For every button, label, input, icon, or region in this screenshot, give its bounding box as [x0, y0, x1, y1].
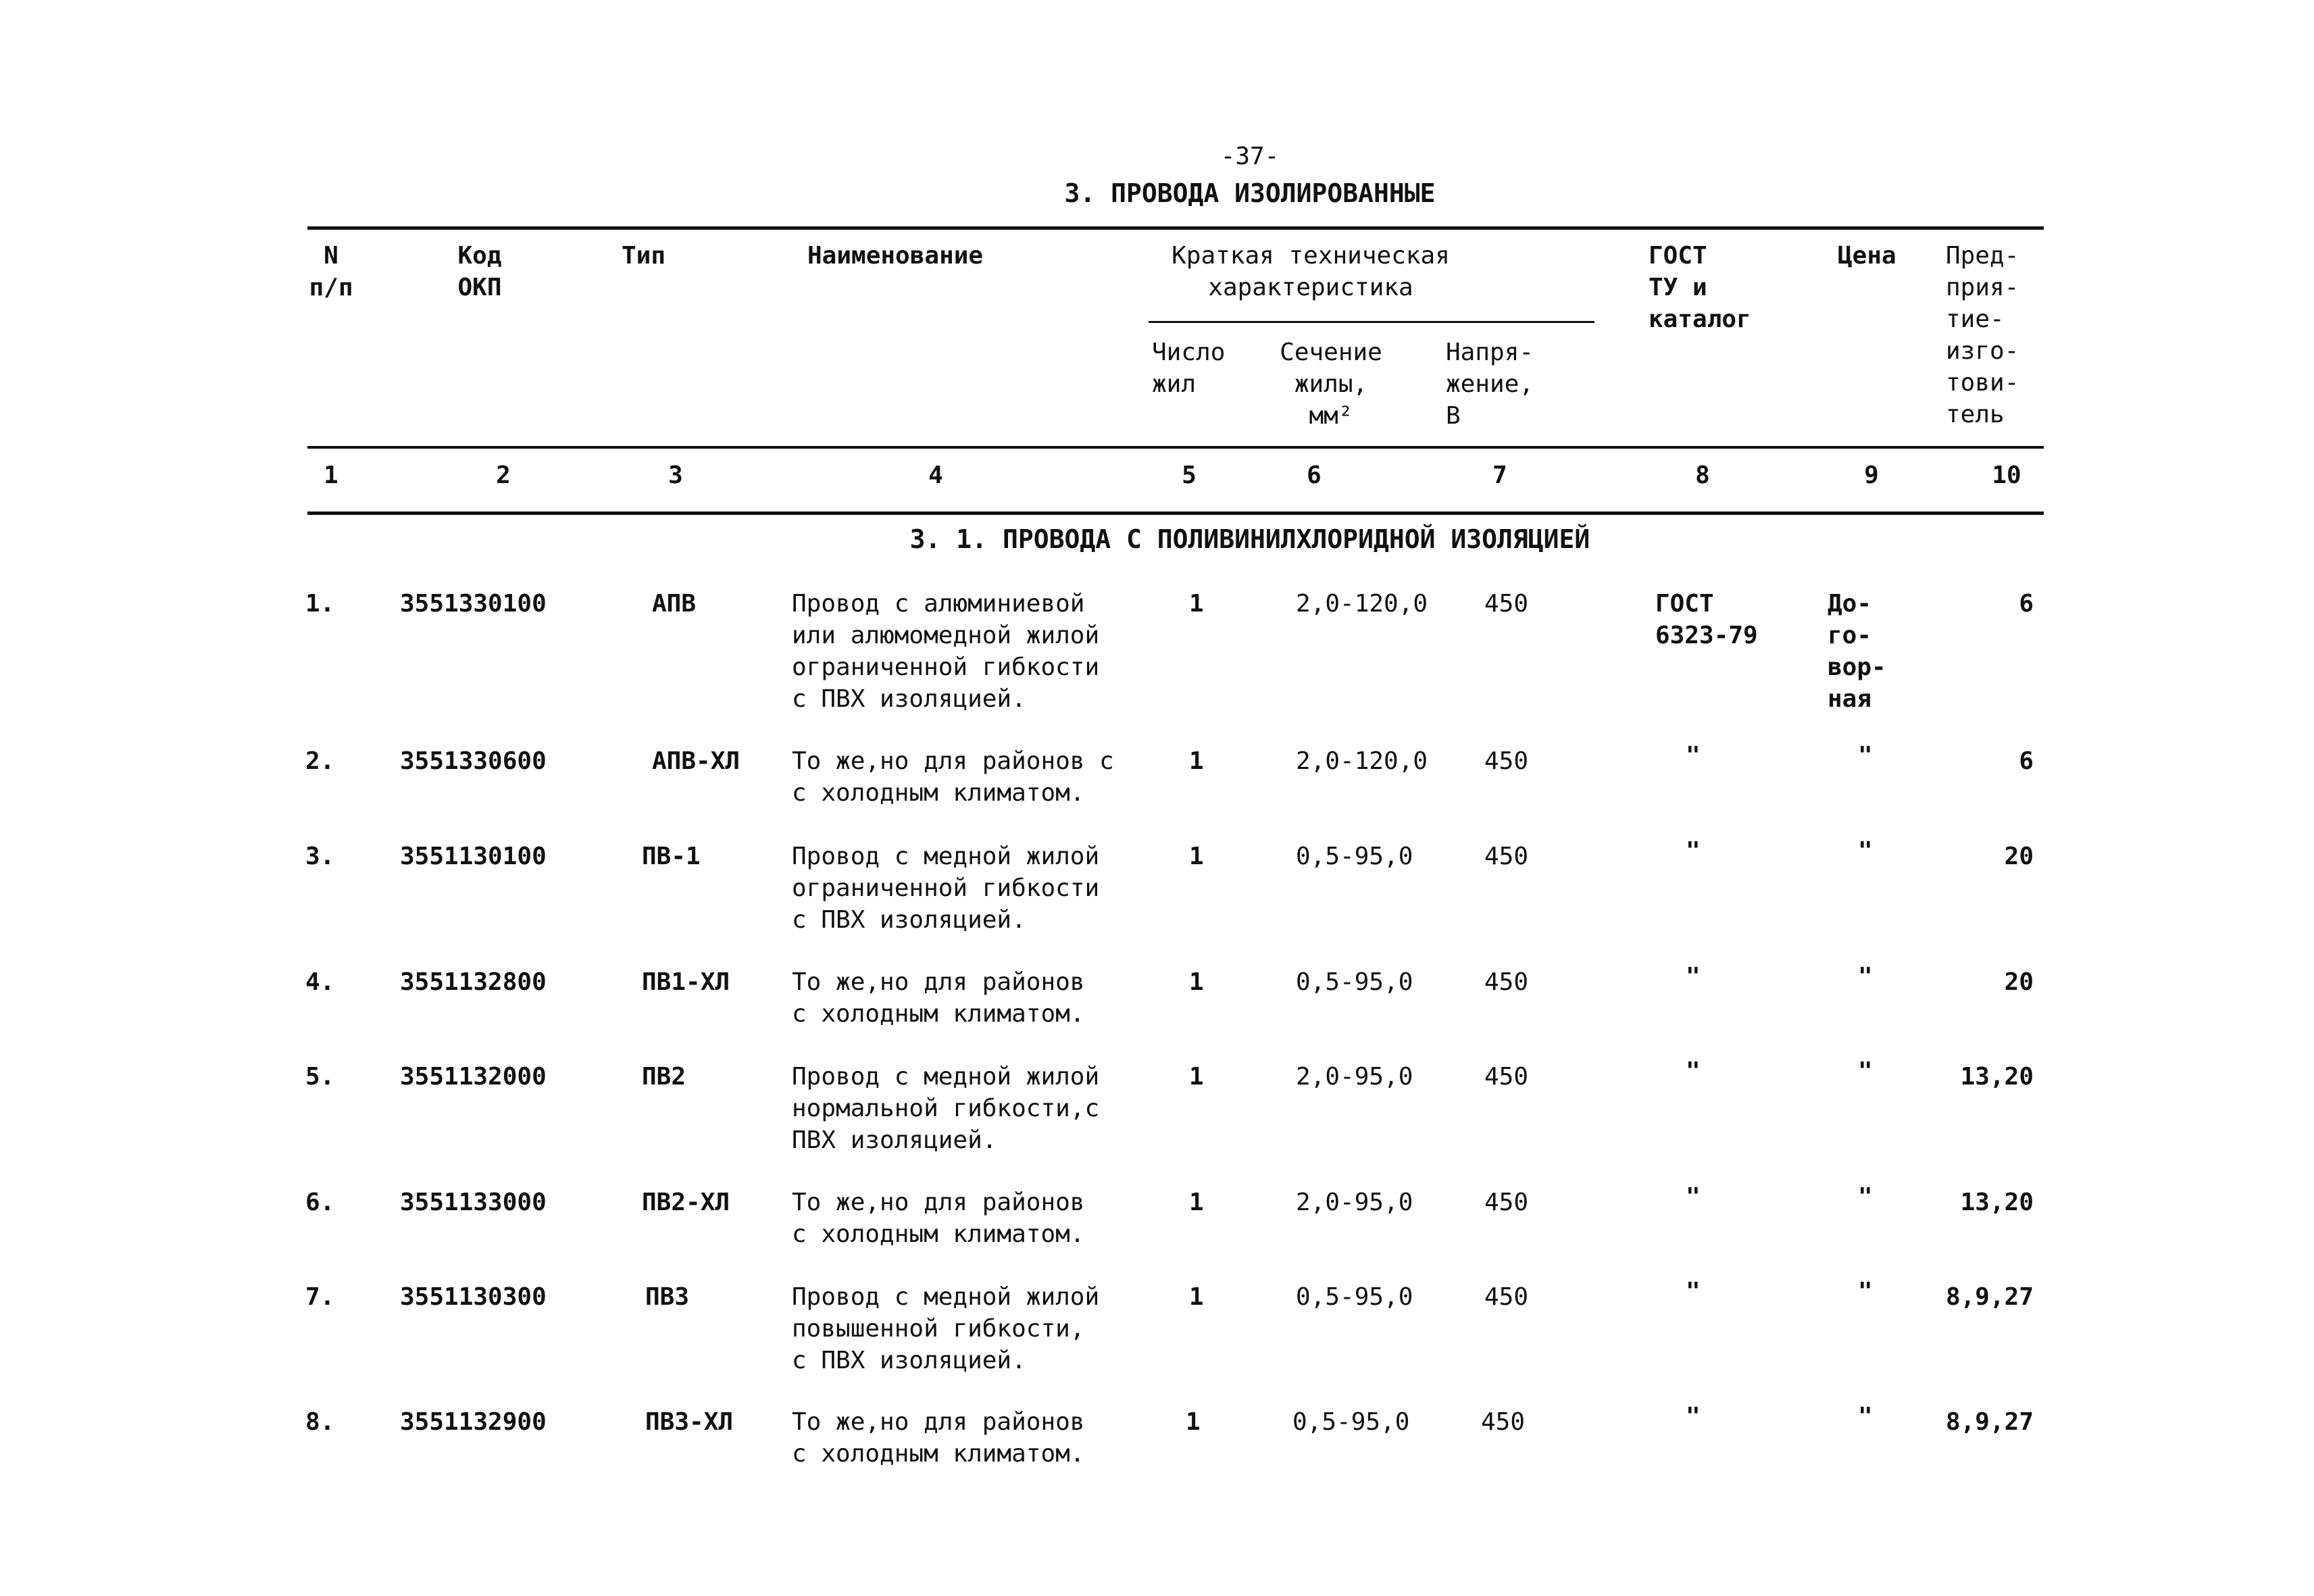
row-maker: 13,20: [1960, 1063, 2034, 1091]
header-maker: Пред- прия- тие- изго- тови- тель: [1946, 242, 2019, 428]
row-section: 2,0-95,0: [1296, 1063, 1413, 1091]
row-maker: 20: [2004, 968, 2034, 996]
row-price: До- го- вор- ная: [1828, 590, 1886, 713]
header-num: N п/п: [309, 242, 353, 301]
row-code: 3551132800: [400, 968, 547, 996]
row-type: ПВ2: [642, 1063, 686, 1091]
row-type: ПВ-1: [642, 843, 701, 870]
row-name: То же,но для районов с холодным климатом.: [792, 968, 1085, 1028]
row-section: 2,0-95,0: [1296, 1189, 1413, 1216]
column-number: 1: [324, 462, 338, 489]
row-price: ": [1858, 963, 1873, 991]
row-type: ПВ3: [645, 1283, 690, 1311]
row-gost: ": [1686, 1183, 1701, 1211]
header-bottom-rule: [307, 446, 2044, 449]
row-type: АПВ-ХЛ: [652, 747, 740, 775]
row-cores: 1: [1189, 747, 1204, 775]
header-tech: Краткая техническая характеристика: [1172, 242, 1450, 301]
row-name: Провод с медной жилой нормальной гибкости,с ПВХ изоляцией.: [792, 1063, 1100, 1154]
column-number: 7: [1492, 462, 1507, 489]
row-price: ": [1858, 1403, 1873, 1430]
row-name: То же,но для районов с холодным климатом.: [792, 1189, 1085, 1248]
row-maker: 8,9,27: [1945, 1283, 2034, 1311]
row-price: ": [1858, 1183, 1873, 1211]
column-number: 5: [1182, 462, 1197, 489]
row-gost: ": [1686, 742, 1701, 770]
row-type: ПВ2-ХЛ: [642, 1189, 730, 1216]
row-price: ": [1858, 1057, 1873, 1085]
row-num: 1.: [305, 590, 335, 618]
row-price: ": [1858, 837, 1873, 865]
row-cores: 1: [1189, 1283, 1204, 1311]
row-num: 3.: [305, 843, 335, 870]
row-gost: ": [1686, 1057, 1701, 1085]
row-gost: ": [1686, 963, 1701, 991]
row-price: ": [1858, 742, 1873, 770]
column-number: 4: [928, 462, 943, 489]
row-voltage: 450: [1484, 747, 1529, 775]
row-num: 2.: [305, 747, 335, 775]
row-section: 0,5-95,0: [1296, 1283, 1413, 1311]
row-price: ": [1858, 1278, 1873, 1305]
row-type: АПВ: [652, 590, 697, 618]
row-code: 3551330600: [400, 747, 547, 775]
row-section: 0,5-95,0: [1292, 1408, 1410, 1436]
header-code: Код ОКП: [457, 242, 502, 301]
row-num: 5.: [305, 1063, 335, 1091]
row-code: 3551130100: [400, 843, 547, 870]
row-num: 8.: [305, 1408, 335, 1436]
column-number: 8: [1695, 462, 1710, 489]
row-code: 3551132900: [400, 1408, 547, 1436]
row-cores: 1: [1189, 1063, 1204, 1091]
header-voltage: Напря- жение, В: [1446, 339, 1534, 430]
table-top-rule: [307, 226, 2044, 230]
column-number: 3: [668, 462, 683, 489]
row-maker: 13,20: [1960, 1189, 2034, 1216]
tech-group-rule: [1149, 321, 1594, 323]
row-voltage: 450: [1484, 1063, 1529, 1091]
column-number: 2: [496, 462, 511, 489]
header-section: Сечение жилы, мм²: [1280, 339, 1382, 430]
row-cores: 1: [1189, 1189, 1204, 1216]
header-price: Цена: [1838, 242, 1896, 270]
row-voltage: 450: [1484, 590, 1529, 618]
row-voltage: 450: [1484, 1283, 1529, 1311]
row-code: 3551130300: [400, 1283, 547, 1311]
row-name: Провод с медной жилой ограниченной гибкости с ПВХ изоляцией.: [792, 843, 1100, 934]
row-section: 2,0-120,0: [1296, 590, 1428, 618]
row-name: Провод с медной жилой повышенной гибкости, с ПВХ изоляцией.: [792, 1283, 1100, 1374]
header-cores: Число жил: [1152, 339, 1226, 398]
row-maker: 8,9,27: [1945, 1408, 2034, 1436]
row-num: 4.: [305, 968, 335, 996]
row-cores: 1: [1189, 843, 1204, 870]
header-type: Тип: [622, 242, 666, 270]
row-maker: 6: [2019, 747, 2034, 775]
row-code: 3551133000: [400, 1189, 547, 1216]
row-name: Провод с алюминиевой или алюмомедной жилой ограниченной гибкости с ПВХ изоляцией.: [792, 590, 1100, 713]
row-code: 3551132000: [400, 1063, 547, 1091]
numbers-bottom-rule: [307, 512, 2044, 515]
row-name: То же,но для районов с с холодным климатом.: [792, 747, 1114, 807]
row-type: ПВ1-ХЛ: [642, 968, 730, 996]
row-section: 2,0-120,0: [1296, 747, 1428, 775]
row-num: 7.: [305, 1283, 335, 1311]
row-gost: ГОСТ 6323-79: [1655, 590, 1758, 649]
row-name: То же,но для районов с холодным климатом.: [792, 1408, 1085, 1468]
row-code: 3551330100: [400, 590, 547, 618]
row-voltage: 450: [1484, 1189, 1529, 1216]
row-maker: 20: [2004, 843, 2034, 870]
row-cores: 1: [1189, 968, 1204, 996]
row-section: 0,5-95,0: [1296, 843, 1413, 870]
page-number: -37-: [1220, 143, 1280, 170]
row-gost: ": [1686, 1278, 1701, 1305]
row-section: 0,5-95,0: [1296, 968, 1413, 996]
column-number: 6: [1307, 462, 1322, 489]
column-number: 10: [1992, 462, 2021, 489]
row-gost: ": [1686, 1403, 1701, 1430]
row-gost: ": [1686, 837, 1701, 865]
header-name: Наименование: [807, 242, 984, 270]
row-type: ПВ3-ХЛ: [645, 1408, 734, 1436]
column-number: 9: [1864, 462, 1879, 489]
row-cores: 1: [1189, 590, 1204, 618]
header-gost: ГОСТ ТУ и каталог: [1649, 242, 1751, 333]
row-maker: 6: [2019, 590, 2034, 618]
section-title: 3. ПРОВОДА ИЗОЛИРОВАННЫЕ: [1064, 178, 1436, 208]
subsection-title: 3. 1. ПРОВОДА С ПОЛИВИНИЛХЛОРИДНОЙ ИЗОЛЯЦИЕЙ: [909, 524, 1590, 554]
row-voltage: 450: [1481, 1408, 1526, 1436]
row-voltage: 450: [1484, 968, 1529, 996]
row-cores: 1: [1186, 1408, 1201, 1436]
row-num: 6.: [305, 1189, 335, 1216]
row-voltage: 450: [1484, 843, 1529, 870]
